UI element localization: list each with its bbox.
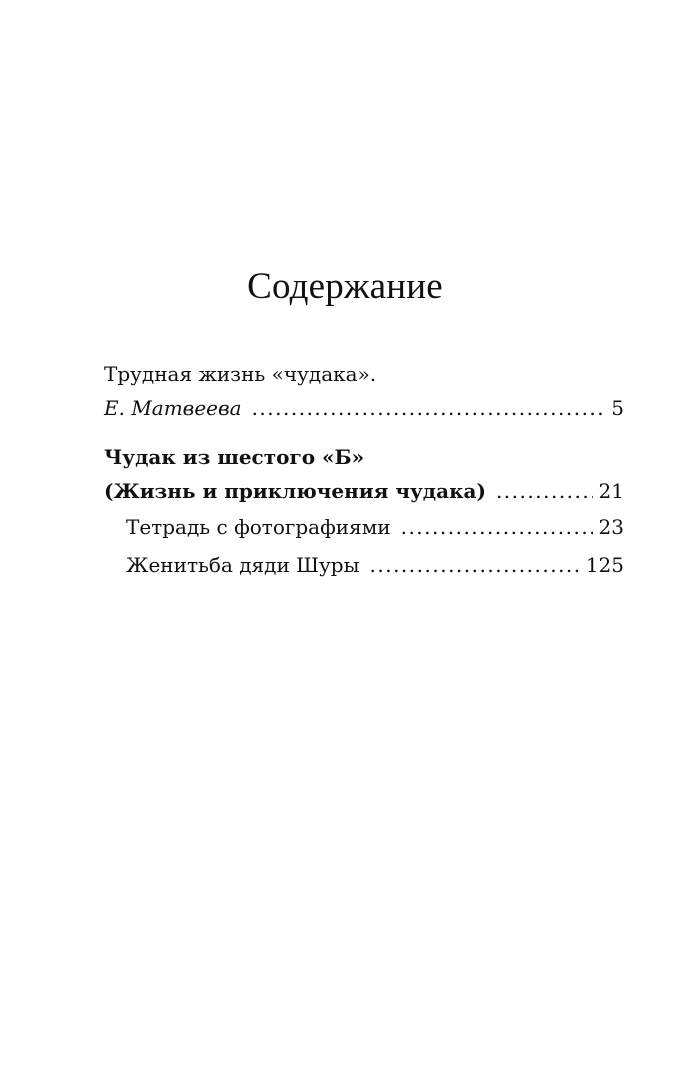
toc-entry-subtitle-line [104, 474, 624, 508]
toc-page-number: 23 [598, 515, 624, 539]
toc-subentry-title: Тетрадь с фотографиями [126, 515, 391, 539]
toc-entry-author: Е. Матвеева [104, 396, 242, 420]
toc-entry-foreword [104, 357, 624, 425]
dot-leader [370, 546, 580, 584]
dot-leader [496, 474, 593, 508]
toc-entry-title: Трудная жизнь «чудака». [104, 362, 377, 386]
toc-page-number: 125 [585, 553, 624, 577]
toc-entry-main-work [104, 440, 624, 584]
toc-subentry-title: Женитьба дяди Шуры [126, 553, 360, 577]
toc-subentry-notebook [104, 508, 624, 546]
toc-page-number: 5 [611, 396, 624, 420]
toc-entry-title-line [104, 357, 624, 391]
toc-entry-title: Чудак из шестого «Б» [104, 445, 365, 469]
dot-leader [401, 508, 593, 546]
table-of-contents [104, 357, 624, 584]
toc-page-number: 21 [598, 479, 624, 503]
toc-subentry-wedding [104, 546, 624, 584]
spacer [104, 425, 624, 440]
toc-entry-title-line [104, 440, 624, 474]
page-title: Содержание [247, 266, 443, 307]
toc-entry-author-line [104, 391, 624, 425]
toc-entry-subtitle: (Жизнь и приключения чудака) [104, 479, 486, 503]
dot-leader [252, 391, 606, 425]
